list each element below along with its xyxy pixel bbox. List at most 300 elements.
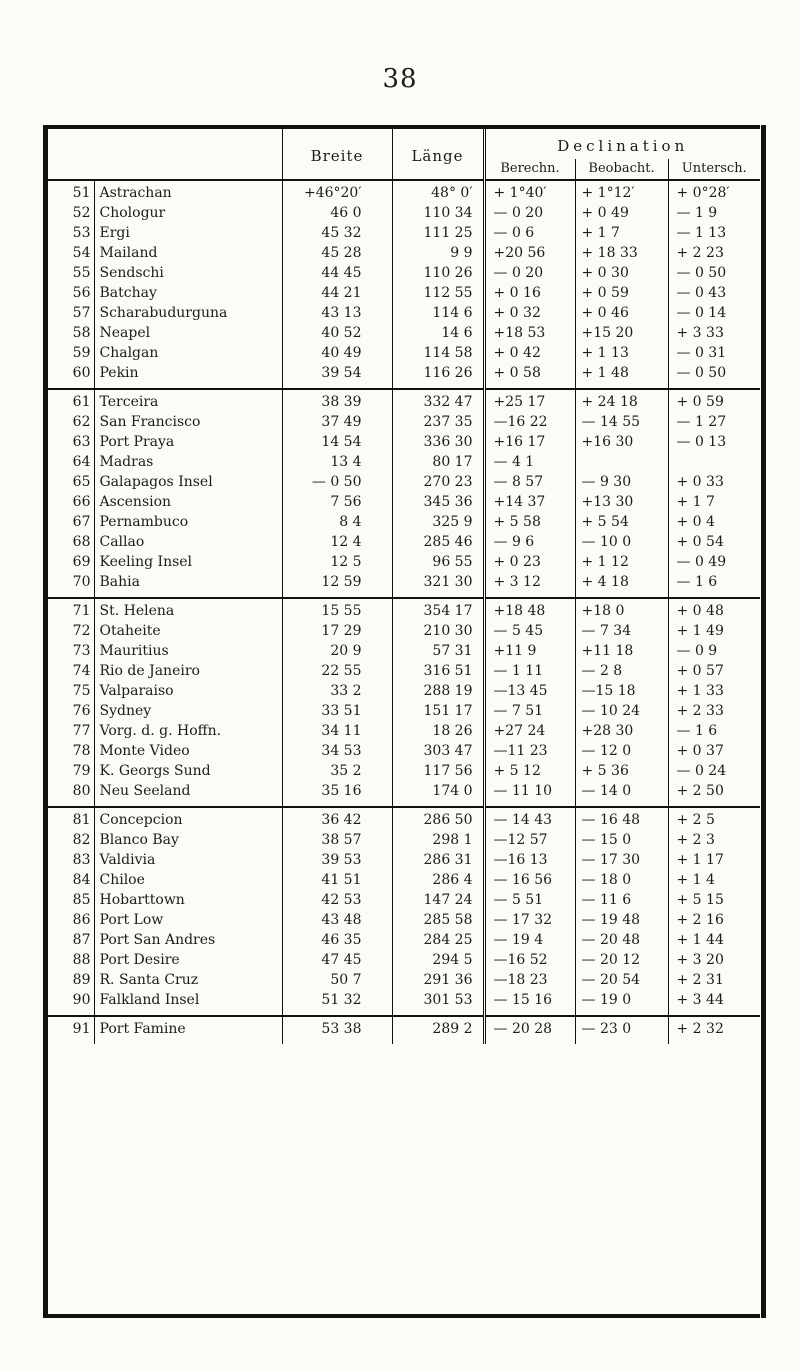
place-name: Monte Video [99,743,190,759]
place-name: Ascension [99,494,172,510]
beobacht-value: — 11 6 [575,890,668,910]
berechn-value: + 5 12 [484,761,575,781]
beobacht-value: +15 20 [575,323,668,343]
place-name: Mauritius [99,643,169,659]
berechn-value: +20 56 [484,243,575,263]
beobacht-value: — 10 0 [575,532,668,552]
row-number: 90 [48,990,94,1016]
breite-value: 33 2 [282,681,392,701]
declination-table [48,129,760,1044]
breite-value: 42 53 [282,890,392,910]
berechn-value: +18 53 [484,323,575,343]
row-number: 71 [48,598,94,621]
breite-value: 12 4 [282,532,392,552]
place-name: Port San Andres [99,932,216,948]
berechn-value: + 0 58 [484,363,575,389]
breite-value: 46 35 [282,930,392,950]
row-number: 82 [48,830,94,850]
table-row [48,1016,760,1044]
place-name: R. Santa Cruz [99,972,199,988]
untersch-value: + 1 7 [676,494,715,510]
table-row [48,512,760,532]
berechn-value: — 14 43 [484,807,575,830]
untersch-value: + 0 59 [668,389,760,412]
laenge-value: 147 24 [392,890,484,910]
laenge-value: 174 0 [392,781,484,807]
breite-value: — 0 50 [282,472,392,492]
berechn-value: + 3 12 [484,572,575,598]
untersch-value: + 2 32 [668,1016,760,1044]
laenge-value: 114 6 [392,303,484,323]
declination-table-frame [48,125,760,1318]
row-number: 70 [48,572,94,598]
berechn-value: — 5 45 [484,621,575,641]
table-row [48,661,760,681]
place-name: Port Praya [99,434,175,450]
row-number: 52 [48,203,94,223]
place-name: Sydney [99,703,152,719]
laenge-value: 48° 0′ [392,180,484,203]
untersch-value: — 1 9 [676,205,718,221]
row-number: 85 [48,890,94,910]
place-name: Rio de Janeiro [99,663,200,679]
place-name: Pernambuco [99,514,189,530]
table-row [48,870,760,890]
breite-value: 12 5 [282,552,392,572]
breite-value: 50 7 [282,970,392,990]
berechn-value: +27 24 [484,721,575,741]
berechn-value: — 7 51 [484,701,575,721]
berechn-value: +11 9 [484,641,575,661]
untersch-value: + 3 44 [676,992,724,1008]
breite-value: 35 16 [282,781,392,807]
place-name: Valparaiso [99,683,174,699]
untersch-value: + 2 33 [676,703,724,719]
breite-value: 12 59 [282,572,392,598]
place-name: St. Helena [94,598,282,621]
untersch-value: + 1 49 [676,623,724,639]
breite-value: 13 4 [282,452,392,472]
beobacht-value: + 0 49 [575,203,668,223]
breite-value: 33 51 [282,701,392,721]
table-row [48,930,760,950]
row-number: 77 [48,721,94,741]
laenge-value: 294 5 [392,950,484,970]
table-row [48,990,760,1016]
table-row [48,761,760,781]
berechn-value: —16 22 [484,412,575,432]
place-name: Port Desire [99,952,180,968]
breite-value: 45 28 [282,243,392,263]
untersch-value [668,452,760,472]
breite-value: 14 54 [282,432,392,452]
untersch-value: — 0 50 [676,265,727,281]
table-row [48,741,760,761]
berechn-value: — 0 6 [484,223,575,243]
breite-value: 39 54 [282,363,392,389]
beobacht-value: — 20 54 [575,970,668,990]
place-name: Ergi [99,225,130,241]
row-number: 64 [48,452,94,472]
place-name: K. Georgs Sund [99,763,211,779]
beobacht-value: + 0 59 [575,283,668,303]
header-laenge: Länge [392,129,484,180]
berechn-value: —18 23 [484,970,575,990]
breite-value: 20 9 [282,641,392,661]
laenge-value: 336 30 [392,432,484,452]
row-number: 67 [48,512,94,532]
untersch-value: — 1 27 [676,414,727,430]
row-number: 81 [48,807,94,830]
breite-value: 37 49 [282,412,392,432]
laenge-value: 110 26 [392,263,484,283]
place-name: Blanco Bay [99,832,179,848]
breite-value: 43 13 [282,303,392,323]
row-number: 84 [48,870,94,890]
table-row [48,552,760,572]
laenge-value: 111 25 [392,223,484,243]
place-name: Port Low [99,912,164,928]
table-row [48,203,760,223]
untersch-value: + 0 57 [676,663,724,679]
untersch-value: + 0 48 [668,598,760,621]
beobacht-value: — 9 30 [575,472,668,492]
header-place-blank [94,129,282,180]
breite-value: 40 52 [282,323,392,343]
table-row [48,781,760,807]
beobacht-value: — 12 0 [575,741,668,761]
breite-value: 34 11 [282,721,392,741]
row-number: 83 [48,850,94,870]
table-row [48,432,760,452]
untersch-value: + 3 20 [676,952,724,968]
header-breite: Breite [282,129,392,180]
beobacht-value: — 2 8 [575,661,668,681]
header-declination [484,129,760,159]
table-row [48,598,760,621]
untersch-value: + 0 33 [676,474,724,490]
laenge-value: 285 58 [392,910,484,930]
breite-value: 8 4 [282,512,392,532]
laenge-value: 332 47 [392,389,484,412]
laenge-value: 345 36 [392,492,484,512]
row-number: 87 [48,930,94,950]
berechn-value: — 9 6 [484,532,575,552]
table-row [48,807,760,830]
laenge-value: 117 56 [392,761,484,781]
table-row [48,572,760,598]
table-row [48,263,760,283]
beobacht-value: +16 30 [575,432,668,452]
beobacht-value: — 23 0 [575,1016,668,1044]
laenge-value: 57 31 [392,641,484,661]
untersch-value: + 3 33 [676,325,724,341]
row-number: 72 [48,621,94,641]
beobacht-value: +18 0 [575,598,668,621]
row-number: 89 [48,970,94,990]
beobacht-value: — 20 48 [575,930,668,950]
row-number: 80 [48,781,94,807]
table-row [48,472,760,492]
place-name: Valdivia [99,852,156,868]
laenge-value: 286 4 [392,870,484,890]
untersch-value: — 0 14 [676,305,727,321]
place-name: Madras [99,454,154,470]
beobacht-value: + 0 46 [575,303,668,323]
row-number: 91 [48,1016,94,1044]
berechn-value: +14 37 [484,492,575,512]
beobacht-value: +28 30 [575,721,668,741]
untersch-value: — 0 13 [676,434,727,450]
laenge-value: 110 34 [392,203,484,223]
row-number: 51 [48,180,94,203]
laenge-value: 325 9 [392,512,484,532]
berechn-value: — 16 56 [484,870,575,890]
place-name: Batchay [99,285,157,301]
laenge-value: 354 17 [392,598,484,621]
row-number: 60 [48,363,94,389]
header-row-primary [48,129,760,159]
breite-value: 44 45 [282,263,392,283]
beobacht-value: + 1°12′ [575,180,668,203]
row-number: 88 [48,950,94,970]
table-row [48,223,760,243]
berechn-value: + 0 23 [484,552,575,572]
breite-value: 43 48 [282,910,392,930]
laenge-value: 286 31 [392,850,484,870]
laenge-value: 270 23 [392,472,484,492]
laenge-value: 284 25 [392,930,484,950]
laenge-value: 286 50 [392,807,484,830]
untersch-value: + 0 37 [676,743,724,759]
beobacht-value: +13 30 [575,492,668,512]
place-name: Callao [99,534,145,550]
beobacht-value: — 7 34 [575,621,668,641]
untersch-value: + 0 54 [676,534,724,550]
table-row [48,721,760,741]
beobacht-value: — 16 48 [575,807,668,830]
berechn-value: — 20 28 [484,1016,575,1044]
untersch-value: — 1 6 [676,574,718,590]
place-name: Galapagos Insel [99,474,213,490]
berechn-value: — 4 1 [484,452,575,472]
laenge-value: 112 55 [392,283,484,303]
beobacht-value: + 1 7 [575,223,668,243]
berechn-value: + 0 16 [484,283,575,303]
untersch-value: — 0 9 [676,643,718,659]
breite-value: 47 45 [282,950,392,970]
header-num-blank [48,129,94,180]
place-name: Chiloe [99,872,145,888]
berechn-value: + 0 32 [484,303,575,323]
table-row [48,363,760,389]
beobacht-value: — 20 12 [575,950,668,970]
beobacht-value: + 18 33 [575,243,668,263]
table-row [48,532,760,552]
table-row [48,180,760,203]
table-row [48,303,760,323]
untersch-value: + 2 50 [676,783,724,799]
beobacht-value: — 14 55 [575,412,668,432]
untersch-value: + 5 15 [676,892,724,908]
place-name: Keeling Insel [99,554,193,570]
laenge-value: 80 17 [392,452,484,472]
berechn-value: — 5 51 [484,890,575,910]
beobacht-value: + 0 30 [575,263,668,283]
header-declination-text: Declination [557,137,689,155]
place-name: Chalgan [99,345,159,361]
place-name: Mailand [99,245,158,261]
berechn-value: — 17 32 [484,910,575,930]
berechn-value: — 19 4 [484,930,575,950]
untersch-value: + 2 31 [676,972,724,988]
row-number: 76 [48,701,94,721]
table-row [48,950,760,970]
beobacht-value: + 5 36 [575,761,668,781]
laenge-value: 289 2 [392,1016,484,1044]
breite-value: 15 55 [282,598,392,621]
laenge-value: 237 35 [392,412,484,432]
laenge-value: 14 6 [392,323,484,343]
row-number: 79 [48,761,94,781]
place-name: Neapel [99,325,151,341]
berechn-value: + 5 58 [484,512,575,532]
untersch-value: + 2 3 [676,832,715,848]
berechn-value: + 0 42 [484,343,575,363]
untersch-value: + 1 17 [676,852,724,868]
untersch-value: + 1 44 [676,932,724,948]
table-row [48,850,760,870]
page-number: 38 [382,64,418,94]
laenge-value: 151 17 [392,701,484,721]
place-name: Concepcion [94,807,282,830]
breite-value: 46 0 [282,203,392,223]
laenge-value: 316 51 [392,661,484,681]
untersch-value: + 0 4 [676,514,715,530]
beobacht-value: — 19 0 [575,990,668,1016]
place-name: Sendschi [99,265,164,281]
laenge-value: 303 47 [392,741,484,761]
row-number: 54 [48,243,94,263]
breite-value: 36 42 [282,807,392,830]
laenge-value: 288 19 [392,681,484,701]
beobacht-value: + 1 13 [575,343,668,363]
beobacht-value: —15 18 [575,681,668,701]
beobacht-value: + 24 18 [575,389,668,412]
berechn-value: —13 45 [484,681,575,701]
berechn-value: — 8 57 [484,472,575,492]
header-beobacht: Beobacht. [575,159,668,180]
breite-value: 51 32 [282,990,392,1016]
row-number: 68 [48,532,94,552]
place-name: Terceira [94,389,282,412]
table-row [48,681,760,701]
breite-value: 22 55 [282,661,392,681]
table-row [48,701,760,721]
untersch-value: — 1 6 [676,723,718,739]
place-name: Chologur [99,205,166,221]
table-row [48,389,760,412]
beobacht-value: +11 18 [575,641,668,661]
row-number: 73 [48,641,94,661]
breite-value: 34 53 [282,741,392,761]
header-untersch: Untersch. [668,159,760,180]
table-row [48,412,760,432]
untersch-value: + 1 33 [676,683,724,699]
table-body [48,180,760,1044]
row-number: 58 [48,323,94,343]
beobacht-value: + 1 48 [575,363,668,389]
laenge-value: 285 46 [392,532,484,552]
table-row [48,343,760,363]
table-row [48,323,760,343]
untersch-value: + 1 4 [676,872,715,888]
row-number: 62 [48,412,94,432]
laenge-value: 291 36 [392,970,484,990]
place-name: Bahia [99,574,140,590]
beobacht-value: + 1 12 [575,552,668,572]
berechn-value: +16 17 [484,432,575,452]
table-row [48,970,760,990]
laenge-value: 298 1 [392,830,484,850]
untersch-value: + 2 5 [668,807,760,830]
berechn-value: +18 48 [484,598,575,621]
berechn-value: — 15 16 [484,990,575,1016]
berechn-value: —16 52 [484,950,575,970]
row-number: 61 [48,389,94,412]
beobacht-value: — 17 30 [575,850,668,870]
table-row [48,641,760,661]
beobacht-value [575,452,668,472]
place-name: Vorg. d. g. Hoffn. [99,723,222,739]
row-number: 65 [48,472,94,492]
beobacht-value: — 19 48 [575,910,668,930]
berechn-value: — 11 10 [484,781,575,807]
table-row [48,910,760,930]
row-number: 59 [48,343,94,363]
berechn-value: —16 13 [484,850,575,870]
place-name: Otaheite [99,623,161,639]
table-row [48,283,760,303]
row-number: 57 [48,303,94,323]
breite-value: +46°20′ [282,180,392,203]
place-name: Scharabudurguna [99,305,228,321]
laenge-value: 210 30 [392,621,484,641]
untersch-value: — 1 13 [676,225,727,241]
berechn-value: —11 23 [484,741,575,761]
table-row [48,830,760,850]
header-berechn: Berechn. [484,159,575,180]
untersch-value: — 0 31 [676,345,727,361]
berechn-value: +25 17 [484,389,575,412]
row-number: 53 [48,223,94,243]
table-row [48,243,760,263]
place-name: Hobarttown [99,892,185,908]
row-number: 74 [48,661,94,681]
laenge-value: 301 53 [392,990,484,1016]
beobacht-value: + 4 18 [575,572,668,598]
table-row [48,621,760,641]
breite-value: 35 2 [282,761,392,781]
beobacht-value: + 5 54 [575,512,668,532]
table-row [48,452,760,472]
berechn-value: — 0 20 [484,203,575,223]
beobacht-value: — 10 24 [575,701,668,721]
untersch-value: — 0 43 [676,285,727,301]
row-number: 63 [48,432,94,452]
breite-value: 7 56 [282,492,392,512]
beobacht-value: — 14 0 [575,781,668,807]
